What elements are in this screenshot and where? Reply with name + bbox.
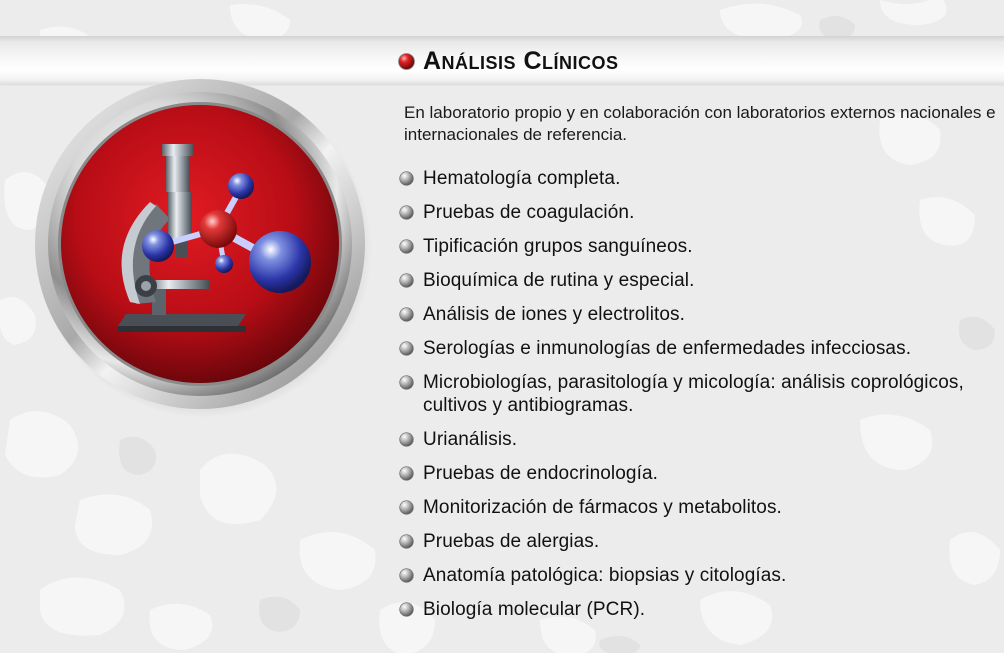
gray-sphere-bullet-icon xyxy=(399,205,414,220)
list-item xyxy=(399,235,999,258)
gray-sphere-bullet-icon xyxy=(399,568,414,583)
list-item-label: Bioquímica de rutina y especial. xyxy=(423,270,695,291)
list-item xyxy=(399,564,999,587)
list-item xyxy=(399,462,999,485)
list-item xyxy=(399,428,999,451)
gray-sphere-bullet-icon xyxy=(399,307,414,322)
services-list xyxy=(399,167,999,632)
list-item-label: Anatomía patológica: biopsias y citologías. xyxy=(423,565,787,586)
list-item-label: Pruebas de endocrinología. xyxy=(423,463,658,484)
gray-sphere-bullet-icon xyxy=(399,171,414,186)
list-item xyxy=(399,303,999,326)
list-item xyxy=(399,530,999,553)
list-item-label: Pruebas de coagulación. xyxy=(423,202,635,223)
microscope-molecule-icon xyxy=(28,74,373,419)
list-item xyxy=(399,337,999,360)
list-item-label: Microbiologías, parasitología y micología: análisis coprológicos, cultivos y antibiogramas. xyxy=(423,372,964,416)
section-header xyxy=(398,46,619,76)
list-item-label: Serologías e inmunologías de enfermedades infecciosas. xyxy=(423,338,912,359)
list-item xyxy=(399,167,999,190)
gray-sphere-bullet-icon xyxy=(399,602,414,617)
list-item xyxy=(399,269,999,292)
list-item-label: Monitorización de fármacos y metabolitos. xyxy=(423,497,782,518)
list-item xyxy=(399,201,999,224)
page-title: Análisis Clínicos xyxy=(423,47,619,75)
list-item-label: Hematología completa. xyxy=(423,168,621,189)
microscope-emblem xyxy=(28,74,373,419)
list-item-label: Pruebas de alergias. xyxy=(423,531,600,552)
gray-sphere-bullet-icon xyxy=(399,432,414,447)
gray-sphere-bullet-icon xyxy=(399,375,414,390)
list-item-label: Análisis de iones y electrolitos. xyxy=(423,304,686,325)
gray-sphere-bullet-icon xyxy=(399,341,414,356)
list-item xyxy=(399,371,999,417)
list-item xyxy=(399,598,999,621)
gray-sphere-bullet-icon xyxy=(399,500,414,515)
gray-sphere-bullet-icon xyxy=(399,239,414,254)
gray-sphere-bullet-icon xyxy=(399,273,414,288)
intro-paragraph: En laboratorio propio y en colaboración con laboratorios externos nacionales e internacionales de referencia. xyxy=(404,103,996,144)
gray-sphere-bullet-icon xyxy=(399,466,414,481)
red-sphere-bullet-icon xyxy=(398,53,415,70)
list-item-label: Biología molecular (PCR). xyxy=(423,599,646,620)
list-item-label: Urianálisis. xyxy=(423,429,518,450)
list-item xyxy=(399,496,999,519)
list-item-label: Tipificación grupos sanguíneos. xyxy=(423,236,693,257)
gray-sphere-bullet-icon xyxy=(399,534,414,549)
